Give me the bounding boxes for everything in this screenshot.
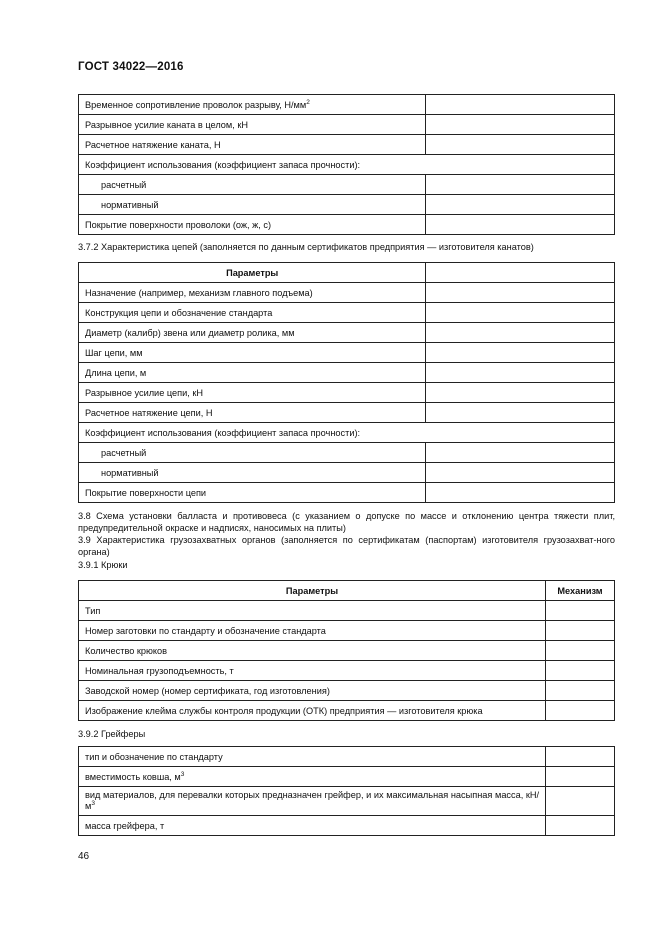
table-cell: Конструкция цепи и обозначение стандарта	[79, 303, 426, 323]
table-cell: Разрывное усилие каната в целом, кН	[79, 115, 426, 135]
table-row	[79, 383, 615, 403]
table-row	[79, 323, 615, 343]
table-cell: Коэффициент использования (коэффициент запаса прочности):	[79, 423, 615, 443]
section-3-9-2: 3.9.2 Грейферы	[78, 729, 146, 739]
value-cell	[426, 95, 615, 115]
table-row	[79, 661, 615, 681]
table-cell: Коэффициент использования (коэффициент запаса прочности):	[79, 155, 615, 175]
table-row	[79, 621, 615, 641]
table-cell: Покрытие поверхности цепи	[79, 483, 426, 503]
table-cell: расчетный	[79, 443, 426, 463]
page-header: ГОСТ 34022—2016	[78, 61, 184, 73]
table-cell: нормативный	[79, 195, 426, 215]
value-cell	[426, 483, 615, 503]
table-row	[79, 283, 615, 303]
table-row	[79, 175, 615, 195]
value-cell	[426, 463, 615, 483]
value-cell	[426, 195, 615, 215]
column-header-mechanism: Механизм	[546, 581, 615, 601]
table-row	[79, 95, 615, 115]
column-header: Параметры	[79, 263, 426, 283]
table-cell: Разрывное усилие цепи, кН	[79, 383, 426, 403]
table-cell: Номинальная грузоподъемность, т	[79, 661, 546, 681]
value-cell	[546, 747, 615, 767]
value-cell	[426, 135, 615, 155]
table-row	[79, 195, 615, 215]
table-row	[79, 701, 615, 721]
table-row	[79, 403, 615, 423]
table-row	[79, 483, 615, 503]
table-row	[79, 423, 615, 443]
value-cell	[426, 363, 615, 383]
value-cell	[426, 403, 615, 423]
value-cell	[426, 303, 615, 323]
value-cell	[546, 816, 615, 836]
grab-table	[78, 746, 615, 836]
column-header-empty	[426, 263, 615, 283]
table-cell: Диаметр (калибр) звена или диаметр ролика, мм	[79, 323, 426, 343]
value-cell	[426, 115, 615, 135]
table-cell: Шаг цепи, мм	[79, 343, 426, 363]
table-cell: тип и обозначение по стандарту	[79, 747, 546, 767]
value-cell	[426, 323, 615, 343]
value-cell	[546, 681, 615, 701]
value-cell	[426, 383, 615, 403]
value-cell	[546, 621, 615, 641]
table-row	[79, 816, 615, 836]
value-cell	[426, 215, 615, 235]
value-cell	[546, 787, 615, 816]
table-cell: масса грейфера, т	[79, 816, 546, 836]
hook-table	[78, 580, 615, 721]
table-row	[79, 641, 615, 661]
section-3-9-1: 3.9.1 Крюки	[78, 560, 128, 570]
table-cell: вместимость ковша, $м^3$	[79, 767, 546, 787]
table-cell: Изображение клейма службы контроля продукции (ОТК) предприятия — изготовителя крюка	[79, 701, 546, 721]
value-cell	[426, 283, 615, 303]
table-row	[79, 787, 615, 816]
table-cell: Расчетное натяжение каната, Н	[79, 135, 426, 155]
page-number: 46	[78, 851, 90, 862]
value-cell	[546, 641, 615, 661]
chain-table	[78, 262, 615, 503]
value-cell	[546, 701, 615, 721]
table-row	[79, 303, 615, 323]
value-cell	[546, 601, 615, 621]
section-3-8: 3.8 Схема установки балласта и противовеса (с указанием о допуске по массе и отклонению центра тяжести плит, предупредительной окраске и надписях, наносимых на плиты)	[78, 511, 615, 533]
table-cell: Тип	[79, 601, 546, 621]
table-row	[79, 115, 615, 135]
table-cell: Номер заготовки по стандарту и обозначение стандарта	[79, 621, 546, 641]
table-header-row	[79, 263, 615, 283]
table-row	[79, 601, 615, 621]
table-row	[79, 343, 615, 363]
table-cell: Заводской номер (номер сертификата, год изготовления)	[79, 681, 546, 701]
rope-table	[78, 94, 615, 235]
table-row	[79, 463, 615, 483]
table-row	[79, 767, 615, 787]
column-header-parameters: Параметры	[79, 581, 546, 601]
table-cell: вид материалов, для перевалки которых предназначен грейфер, и их максимальная насыпная масса, $кН/м^3$	[79, 787, 546, 816]
value-cell	[426, 443, 615, 463]
table-row	[79, 155, 615, 175]
table-cell: Покрытие поверхности проволоки (ож, ж, с)	[79, 215, 426, 235]
table-cell: нормативный	[79, 463, 426, 483]
table-row	[79, 443, 615, 463]
table-row	[79, 363, 615, 383]
table-row	[79, 215, 615, 235]
table-cell: расчетный	[79, 175, 426, 195]
value-cell	[426, 343, 615, 363]
table-header-row	[79, 581, 615, 601]
value-cell	[426, 175, 615, 195]
value-cell	[546, 661, 615, 681]
table-cell: Длина цепи, м	[79, 363, 426, 383]
table-row	[79, 747, 615, 767]
table-cell: Количество крюков	[79, 641, 546, 661]
section-3-7-2: 3.7.2 Характеристика цепей (заполняется по данным сертификатов предприятия — изготовителя канатов)	[78, 242, 534, 252]
value-cell	[546, 767, 615, 787]
table-cell: Временное сопротивление проволок разрыву, $Н/мм^2$	[79, 95, 426, 115]
table-cell: Назначение (например, механизм главного подъема)	[79, 283, 426, 303]
section-3-9: 3.9 Характеристика грузозахватных органов (заполняется по сертификатам (паспортам) изготовителя грузозахват-ного органа)	[78, 535, 615, 557]
table-row	[79, 135, 615, 155]
table-cell: Расчетное натяжение цепи, Н	[79, 403, 426, 423]
table-row	[79, 681, 615, 701]
